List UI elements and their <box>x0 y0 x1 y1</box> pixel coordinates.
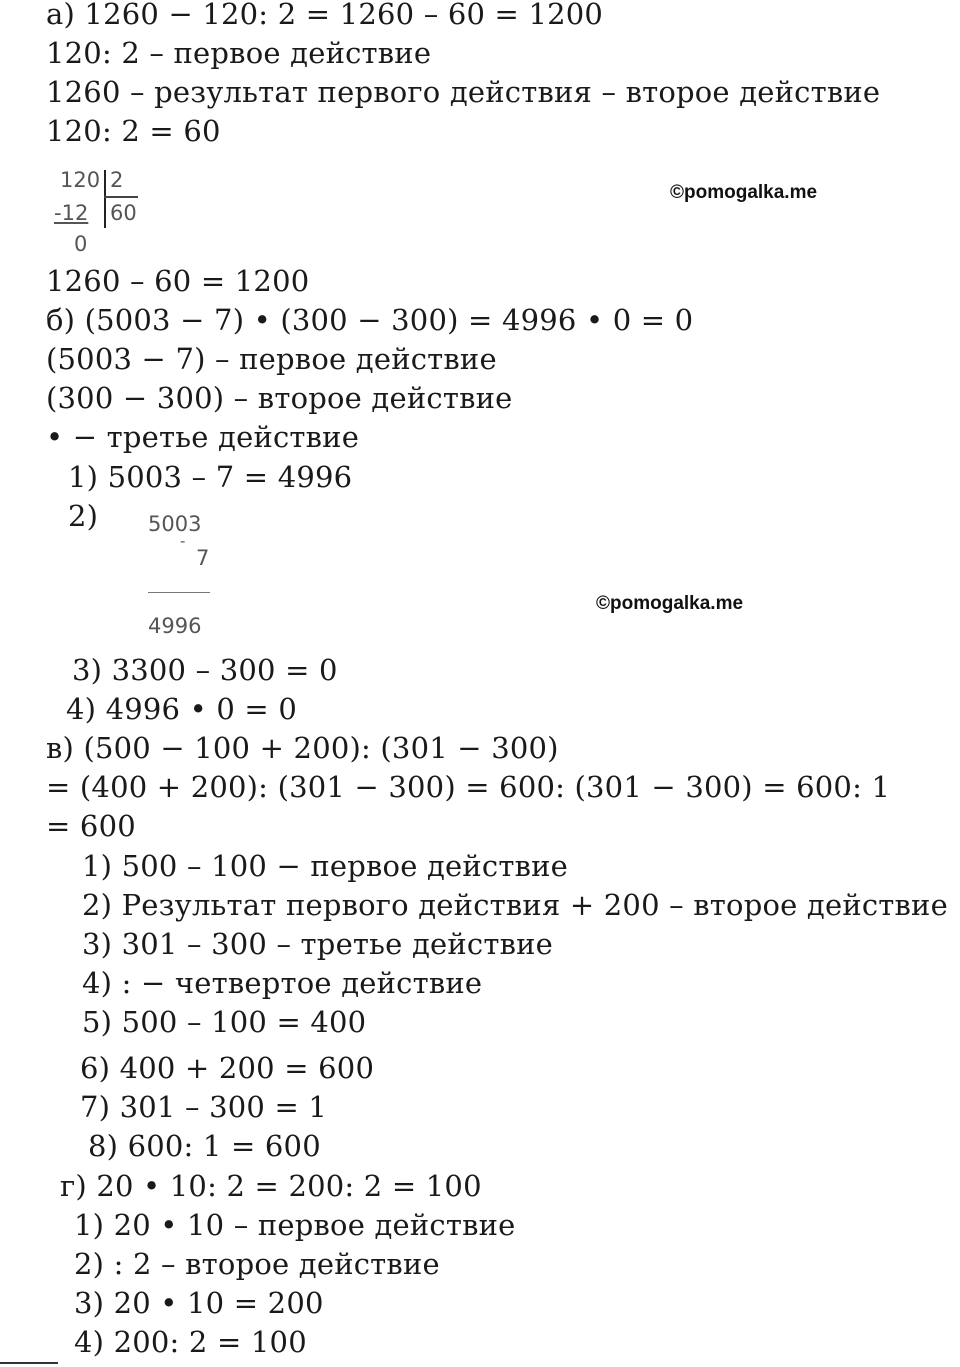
line-b-step3: • − третье действие <box>46 420 360 454</box>
watermark-2: ©pomogalka.me <box>596 593 744 614</box>
watermark-1: ©pomogalka.me <box>670 182 818 203</box>
line-v-calc5: 5) 500 – 100 = 400 <box>82 1005 367 1039</box>
line-g-calc3: 3) 20 • 10 = 200 <box>74 1286 324 1320</box>
line-b-step1: (5003 − 7) – первое действие <box>46 342 497 376</box>
line-b-calc1: 1) 5003 – 7 = 4996 <box>68 460 353 494</box>
line-b-calc3: 3) 3300 – 300 = 0 <box>72 653 338 687</box>
line-v-calc7: 7) 301 – 300 = 1 <box>80 1090 328 1124</box>
subtraction-minuend: 5003 <box>148 512 202 536</box>
line-v-step3: 3) 301 – 300 – третье действие <box>82 927 553 961</box>
division-subtrahend: -12 <box>54 201 89 225</box>
line-v-header: в) (500 − 100 + 200): (301 − 300) <box>46 731 559 765</box>
column-subtraction <box>148 512 228 642</box>
line-g-step1: 1) 20 • 10 – первое действие <box>74 1208 516 1242</box>
line-a-calc1: 120: 2 = 60 <box>46 114 221 148</box>
line-v-line3: = 600 <box>46 809 136 843</box>
line-v-calc6: 6) 400 + 200 = 600 <box>80 1051 375 1085</box>
line-g-step2: 2) : 2 – второе действие <box>74 1247 440 1281</box>
line-b-header: б) (5003 − 7) • (300 − 300) = 4996 • 0 = 0 <box>46 303 694 337</box>
line-v-step2: 2) Результат первого действия + 200 – второе действие <box>82 888 948 922</box>
line-v-line2: = (400 + 200): (301 − 300) = 600: (301 − 300) = 600: 1 <box>46 770 891 804</box>
page-edge-mark <box>0 1362 58 1364</box>
division-vertical-bar <box>104 170 106 228</box>
division-quotient: 60 <box>110 201 137 225</box>
subtraction-subtrahend: 7 <box>196 546 210 570</box>
line-b-calc2-num: 2) <box>68 499 99 533</box>
long-division <box>50 168 150 256</box>
line-a-header: а) 1260 − 120: 2 = 1260 – 60 = 1200 <box>46 0 604 31</box>
line-b-step2: (300 − 300) – второе действие <box>46 381 513 415</box>
division-dividend: 120 <box>60 168 101 192</box>
subtraction-sign: - <box>180 532 186 550</box>
line-a-step2: 1260 – результат первого действия – второе действие <box>46 75 881 109</box>
line-b-calc4: 4) 4996 • 0 = 0 <box>66 692 297 726</box>
subtraction-result: 4996 <box>148 614 202 638</box>
division-horizontal-bar <box>104 196 138 198</box>
line-g-calc4: 4) 200: 2 = 100 <box>74 1325 307 1359</box>
line-a-calc2: 1260 – 60 = 1200 <box>46 264 310 298</box>
line-g-header: г) 20 • 10: 2 = 200: 2 = 100 <box>60 1169 482 1203</box>
line-v-step4: 4) : − четвертое действие <box>82 966 483 1000</box>
subtraction-line <box>148 592 210 593</box>
line-v-step1: 1) 500 – 100 − первое действие <box>82 849 569 883</box>
line-a-step1: 120: 2 – первое действие <box>46 36 432 70</box>
division-divisor: 2 <box>110 168 124 192</box>
line-v-calc8: 8) 600: 1 = 600 <box>88 1129 321 1163</box>
division-remainder: 0 <box>74 232 88 256</box>
